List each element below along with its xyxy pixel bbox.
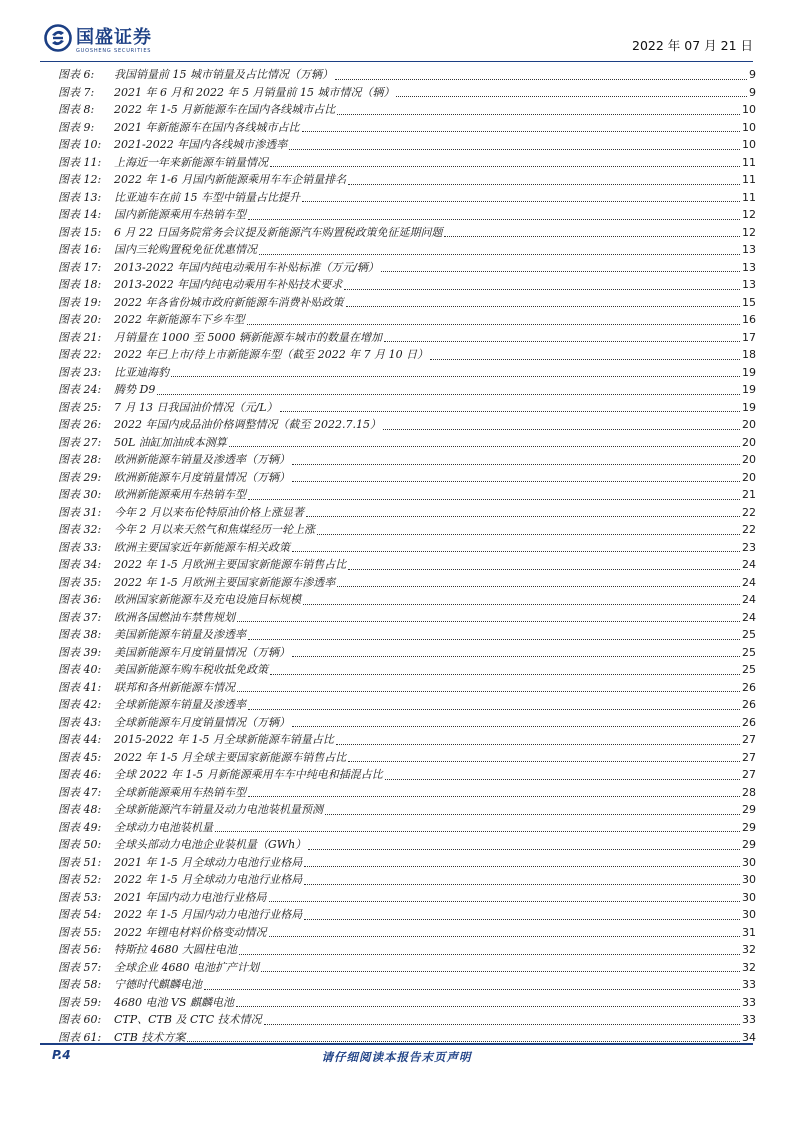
toc-entry-page: 20 [742,453,756,466]
toc-entry-label: 图表 41: [58,680,102,694]
toc-entry-title: 特斯拉 4680 大圆柱电池 [114,943,237,956]
toc-entry-page: 17 [742,330,756,344]
toc-entry-page: 25 [742,628,756,641]
toc-entry[interactable] [58,329,756,347]
toc-entry-title: 腾势 D9 [114,383,156,396]
toc-dot-leader [346,305,741,307]
toc-dot-leader [289,148,740,150]
toc-dot-leader [308,848,740,850]
toc-dot-leader [385,778,740,780]
toc-entry-label: 图表 35: [58,575,102,589]
toc-entry-page: 34 [742,1030,756,1044]
toc-entry-page: 13 [742,278,756,291]
toc-entry-title: 2022 年已上市/待上市新能源车型（截至 2022 年 7 月 10 日） [114,348,429,361]
toc-entry[interactable] [58,154,756,172]
toc-entry-title: 国内三轮购置税免征优惠情况 [114,243,257,256]
toc-dot-leader [348,183,740,185]
toc-entry-page: 13 [742,243,756,256]
toc-entry[interactable] [58,66,756,84]
toc-entry-title: 全球头部动力电池企业装机量（GWh） [114,838,307,851]
toc-entry-title: 比亚迪车在前 15 车型中销量占比提升 [114,190,300,204]
toc-dot-leader [335,78,747,80]
toc-dot-leader [396,95,747,97]
toc-entry[interactable] [58,486,756,504]
toc-dot-leader [237,690,740,692]
toc-entry[interactable] [58,801,756,819]
toc-entry-label: 图表 20: [58,313,102,326]
toc-entry[interactable] [58,136,756,154]
toc-entry-label: 图表 54: [58,908,102,921]
toc-entry-label: 图表 52: [58,873,102,886]
toc-entry-page: 27 [742,768,756,781]
toc-dot-leader [348,568,740,570]
toc-entry-label: 图表 58: [58,978,102,991]
toc-dot-leader [430,358,740,360]
toc-entry[interactable] [58,206,756,224]
toc-entry-page: 24 [742,575,756,589]
toc-entry-title: 欧洲主要国家近年新能源车相关政策 [114,540,290,554]
toc-entry[interactable] [58,416,756,434]
toc-entry-label: 图表 8: [58,103,95,116]
toc-entry-title: 欧洲国家新能源车及充电设施目标规模 [114,593,301,606]
toc-entry-label: 图表 14: [58,208,102,221]
toc-entry[interactable] [58,451,756,469]
toc-entry-title: 2022 年 1-5 月新能源车在国内各线城市占比 [114,103,336,116]
toc-entry-page: 15 [742,295,756,309]
toc-entry-label: 图表 55: [58,925,102,939]
toc-entry-page: 20 [742,418,756,431]
toc-entry[interactable] [58,889,756,907]
toc-dot-leader [261,970,740,972]
toc-entry[interactable] [58,941,756,959]
toc-dot-leader [264,1023,740,1025]
toc-entry-page: 9 [749,68,756,81]
toc-entry[interactable] [58,959,756,977]
toc-entry-page: 25 [742,645,756,659]
toc-entry-title: 国内新能源乘用车热销车型 [114,208,246,221]
toc-entry[interactable] [58,994,756,1012]
toc-entry-page: 29 [742,838,756,851]
toc-dot-leader [248,795,740,797]
toc-dot-leader [292,550,740,552]
toc-entry-title: 我国销量前 15 城市销量及占比情况（万辆） [114,68,333,81]
toc-entry-title: 美国新能源车月度销量情况（万辆） [114,645,290,659]
toc-entry-page: 10 [742,138,756,151]
toc-entry-page: 28 [742,785,756,799]
toc-entry-title: 上海近一年来新能源车销量情况 [114,155,268,169]
toc-entry-page: 23 [742,540,756,554]
toc-entry-label: 图表 45: [58,750,102,764]
toc-dot-leader [269,935,741,937]
toc-entry[interactable] [58,784,756,802]
toc-entry-page: 32 [742,943,756,956]
toc-entry-title: 全球新能源乘用车热销车型 [114,785,246,799]
toc-dot-leader [292,725,740,727]
toc-entry-page: 20 [742,470,756,484]
toc-entry-page: 12 [742,208,756,221]
toc-entry-page: 12 [742,225,756,239]
toc-entry-title: 欧洲新能源车销量及渗透率（万辆） [114,453,290,466]
toc-entry-page: 13 [742,260,756,274]
toc-entry-label: 图表 57: [58,960,102,974]
toc-entry-label: 图表 31: [58,505,102,519]
toc-entry-page: 33 [742,1013,756,1026]
toc-dot-leader [237,620,740,622]
toc-dot-leader [270,673,740,675]
toc-entry-title: 2013-2022 年国内纯电动乘用车补贴技术要求 [114,278,343,291]
toc-dot-leader [157,393,740,395]
toc-entry-title: 2022 年 1-5 月全球动力电池行业格局 [114,873,303,886]
toc-entry-label: 图表 25: [58,400,102,414]
toc-entry-label: 图表 42: [58,698,102,711]
toc-dot-leader [248,708,740,710]
toc-entry-page: 9 [749,85,756,99]
toc-entry[interactable] [58,854,756,872]
toc-dot-leader [292,463,740,465]
toc-entry-page: 30 [742,908,756,921]
toc-entry-page: 25 [742,663,756,676]
toc-entry-label: 图表 43: [58,715,102,729]
toc-dot-leader [444,235,740,237]
toc-entry[interactable] [58,521,756,539]
toc-entry-title: 月销量在 1000 至 5000 辆新能源车城市的数量在增加 [114,330,382,344]
toc-entry-page: 26 [742,680,756,694]
toc-dot-leader [337,113,740,115]
toc-entry[interactable] [58,591,756,609]
toc-entry-page: 11 [742,155,756,169]
logo-text-cn: 国盛证券 [76,27,152,48]
toc-entry-page: 26 [742,715,756,729]
toc-dot-leader [344,288,740,290]
toc-dot-leader [247,323,741,325]
toc-entry-page: 22 [742,505,756,519]
toc-entry[interactable] [58,101,756,119]
toc-entry[interactable] [58,346,756,364]
toc-entry-title: 6 月 22 日国务院常务会议提及新能源汽车购置税政策免征延期问题 [114,225,443,239]
toc-entry-title: 欧洲各国燃油车禁售规划 [114,610,235,624]
toc-entry[interactable] [58,766,756,784]
toc-entry-label: 图表 36: [58,593,102,606]
toc-entry-title: CTB 技术方案 [114,1030,186,1044]
toc-entry-label: 图表 44: [58,733,102,746]
toc-entry[interactable] [58,224,756,242]
toc-entry[interactable] [58,364,756,382]
toc-entry[interactable] [58,399,756,417]
toc-dot-leader [239,953,740,955]
toc-entry[interactable] [58,871,756,889]
toc-entry[interactable] [58,119,756,137]
toc-entry-page: 26 [742,698,756,711]
toc-entry-page: 24 [742,558,756,571]
toc-entry-title: 2022 年各省份城市政府新能源车消费补贴政策 [114,295,344,309]
toc-entry-title: 2022 年 1-5 月欧洲主要国家新能源车渗透率 [114,575,336,589]
toc-entry-label: 图表 46: [58,768,102,781]
toc-entry[interactable] [58,539,756,557]
toc-entry[interactable] [58,906,756,924]
toc-entry-label: 图表 12: [58,173,102,186]
toc-entry-label: 图表 49: [58,820,102,834]
toc-entry-title: 7 月 13 日我国油价情况（元/L） [114,400,278,414]
toc-entry-label: 图表 39: [58,645,102,659]
toc-entry-label: 图表 11: [58,155,102,169]
toc-entry-title: 2022 年 1-5 月国内动力电池行业格局 [114,908,303,921]
toc-entry-label: 图表 34: [58,558,102,571]
toc-dot-leader [292,480,740,482]
toc-dot-leader [383,428,740,430]
toc-entry[interactable] [58,644,756,662]
toc-dot-leader [381,270,740,272]
toc-entry-label: 图表 26: [58,418,102,431]
toc-dot-leader [303,603,740,605]
toc-entry-title: 美国新能源车销量及渗透率 [114,628,246,641]
toc-entry-label: 图表 32: [58,523,102,536]
toc-entry-page: 18 [742,348,756,361]
toc-entry-label: 图表 48: [58,803,102,816]
toc-entry[interactable] [58,679,756,697]
toc-dot-leader [259,253,740,255]
toc-entry-page: 19 [742,400,756,414]
toc-entry[interactable] [58,276,756,294]
toc-entry-title: 2015-2022 年 1-5 月全球新能源车销量占比 [114,733,334,746]
toc-entry-page: 31 [742,925,756,939]
toc-entry-page: 27 [742,750,756,764]
toc-entry-label: 图表 50: [58,838,102,851]
toc-dot-leader [269,900,741,902]
toc-entry-page: 19 [742,365,756,379]
toc-entry-title: 联邦和各州新能源车情况 [114,680,235,694]
toc-entry-title: 2021 年 6 月和 2022 年 5 月销量前 15 城市情况（辆） [114,85,395,99]
toc-entry-label: 图表 24: [58,383,102,396]
toc-entry-label: 图表 37: [58,610,102,624]
toc-dot-leader [187,1040,740,1042]
toc-entry-title: 4680 电池 VS 麒麟电池 [114,995,234,1009]
toc-entry-title: 2022 年新能源车下乡车型 [114,313,245,326]
toc-dot-leader [204,988,740,990]
toc-entry-label: 图表 22: [58,348,102,361]
toc-entry[interactable] [58,504,756,522]
toc-entry-title: 全球新能源汽车销量及动力电池装机量预测 [114,803,323,816]
toc-dot-leader [384,340,740,342]
toc-entry-title: 比亚迪海豹 [114,365,169,379]
toc-entry-title: 2022 年 1-5 月全球主要国家新能源车销售占比 [114,750,347,764]
toc-entry-title: 欧洲新能源乘用车热销车型 [114,488,246,501]
report-date: 2022 年 07 月 21 日 [632,38,753,53]
toc-entry[interactable] [58,574,756,592]
toc-entry-label: 图表 18: [58,278,102,291]
toc-dot-leader [229,445,740,447]
toc-entry[interactable] [58,819,756,837]
toc-entry-page: 30 [742,873,756,886]
toc-dot-leader [304,865,740,867]
toc-entry-page: 29 [742,803,756,816]
toc-entry-page: 30 [742,855,756,869]
toc-dot-leader [248,638,740,640]
footer-divider [40,1043,753,1045]
toc-entry[interactable] [58,556,756,574]
toc-entry-page: 16 [742,313,756,326]
toc-dot-leader [270,165,740,167]
company-logo [40,20,190,64]
toc-entry-title: 2022 年 1-6 月国内新能源乘用车车企销量排名 [114,173,347,186]
toc-entry-label: 图表 27: [58,435,102,449]
toc-entry-title: 2022 年锂电材料价格变动情况 [114,925,267,939]
toc-entry[interactable] [58,434,756,452]
toc-entry-page: 29 [742,820,756,834]
toc-dot-leader [302,130,741,132]
toc-entry[interactable] [58,469,756,487]
toc-entry[interactable] [58,976,756,994]
toc-entry[interactable] [58,609,756,627]
toc-entry-title: 2022 年 1-5 月欧洲主要国家新能源车销售占比 [114,558,347,571]
toc-dot-leader [248,498,740,500]
toc-entry-label: 图表 7: [58,85,95,99]
toc-entry[interactable] [58,924,756,942]
toc-dot-leader [306,515,740,517]
toc-entry-label: 图表 13: [58,190,102,204]
toc-entry[interactable] [58,84,756,102]
toc-entry[interactable] [58,731,756,749]
toc-entry-page: 19 [742,383,756,396]
toc-entry-title: 今年 2 月以来天然气和焦煤经历一轮上涨 [114,523,315,536]
toc-entry[interactable] [58,381,756,399]
toc-entry-page: 33 [742,995,756,1009]
toc-entry-title: 2021 年新能源车在国内各线城市占比 [114,120,300,134]
toc-entry[interactable] [58,1011,756,1029]
toc-entry-title: 全球动力电池装机量 [114,820,213,834]
toc-entry[interactable] [58,311,756,329]
toc-entry-title: 美国新能源车购车税收抵免政策 [114,663,268,676]
logo-text-en: GUOSHENG SECURITIES [76,48,152,54]
toc-entry-label: 图表 15: [58,225,102,239]
toc-entry[interactable] [58,241,756,259]
toc-entry-page: 10 [742,120,756,134]
toc-entry[interactable] [58,626,756,644]
toc-entry[interactable] [58,836,756,854]
toc-entry-page: 21 [742,488,756,501]
toc-entry[interactable] [58,749,756,767]
toc-entry-page: 32 [742,960,756,974]
toc-entry-label: 图表 6: [58,68,95,81]
toc-entry-page: 11 [742,190,756,204]
toc-entry-title: 2021 年国内动力电池行业格局 [114,890,267,904]
toc-entry-label: 图表 40: [58,663,102,676]
toc-entry[interactable] [58,294,756,312]
toc-dot-leader [317,533,740,535]
toc-entry[interactable] [58,661,756,679]
toc-entry-page: 22 [742,523,756,536]
toc-dot-leader [348,760,740,762]
toc-entry-title: 2021-2022 年国内各线城市渗透率 [114,138,288,151]
toc-dot-leader [302,200,740,202]
toc-dot-leader [248,218,740,220]
toc-entry-title: 宁德时代麒麟电池 [114,978,202,991]
toc-entry-label: 图表 10: [58,138,102,151]
toc-entry[interactable] [58,171,756,189]
toc-entry-title: 全球 2022 年 1-5 月新能源乘用车车中纯电和插混占比 [114,768,383,781]
toc-entry-page: 20 [742,435,756,449]
header-divider [40,61,753,62]
toc-entry-title: CTP、CTB 及 CTC 技术情况 [114,1013,262,1026]
figure-index-list [58,66,756,1046]
toc-entry-label: 图表 47: [58,785,102,799]
toc-entry-title: 今年 2 月以来布伦特原油价格上涨显著 [114,505,304,519]
toc-entry-label: 图表 16: [58,243,102,256]
toc-dot-leader [337,585,740,587]
toc-entry[interactable] [58,696,756,714]
toc-entry-label: 图表 30: [58,488,102,501]
toc-entry-page: 30 [742,890,756,904]
toc-entry-title: 全球新能源车销量及渗透率 [114,698,246,711]
toc-entry-page: 24 [742,593,756,606]
toc-entry-label: 图表 38: [58,628,102,641]
toc-entry[interactable] [58,189,756,207]
toc-entry[interactable] [58,259,756,277]
toc-entry-page: 11 [742,173,756,186]
toc-entry-page: 27 [742,733,756,746]
toc-dot-leader [304,883,740,885]
toc-entry-label: 图表 28: [58,453,102,466]
toc-entry-title: 50L 油缸加油成本测算 [114,435,227,449]
toc-entry-label: 图表 56: [58,943,102,956]
toc-entry-label: 图表 60: [58,1013,102,1026]
toc-entry-label: 图表 59: [58,995,102,1009]
toc-entry-title: 全球新能源车月度销量情况（万辆） [114,715,290,729]
toc-dot-leader [292,655,740,657]
toc-entry-label: 图表 19: [58,295,102,309]
toc-dot-leader [304,918,740,920]
toc-entry-title: 全球企业 4680 电池扩产计划 [114,960,259,974]
footer-page-number: P.4 [52,1048,71,1062]
toc-entry-label: 图表 9: [58,120,95,134]
footer-disclaimer: 请仔细阅读本报告末页声明 [321,1050,472,1064]
toc-entry-label: 图表 17: [58,260,102,274]
toc-entry-title: 2021 年 1-5 月全球动力电池行业格局 [114,855,303,869]
toc-entry-page: 24 [742,610,756,624]
toc-dot-leader [280,410,741,412]
toc-entry-label: 图表 29: [58,470,102,484]
toc-entry-label: 图表 53: [58,890,102,904]
toc-entry-title: 2013-2022 年国内纯电动乘用车补贴标准（万元/辆） [114,260,379,274]
toc-entry-title: 欧洲新能源车月度销量情况（万辆） [114,470,290,484]
toc-entry-label: 图表 21: [58,330,102,344]
toc-dot-leader [215,830,740,832]
toc-entry-page: 10 [742,103,756,116]
toc-entry-label: 图表 51: [58,855,102,869]
toc-dot-leader [171,375,740,377]
toc-dot-leader [236,1005,740,1007]
toc-entry-label: 图表 23: [58,365,102,379]
toc-entry[interactable] [58,714,756,732]
toc-entry-page: 33 [742,978,756,991]
logo-mark-icon [44,24,72,52]
page-header [40,20,753,64]
toc-entry-title: 2022 年国内成品油价格调整情况（截至 2022.7.15） [114,418,381,431]
toc-entry-label: 图表 61: [58,1030,102,1044]
toc-dot-leader [336,743,740,745]
toc-entry-label: 图表 33: [58,540,102,554]
toc-dot-leader [325,813,740,815]
